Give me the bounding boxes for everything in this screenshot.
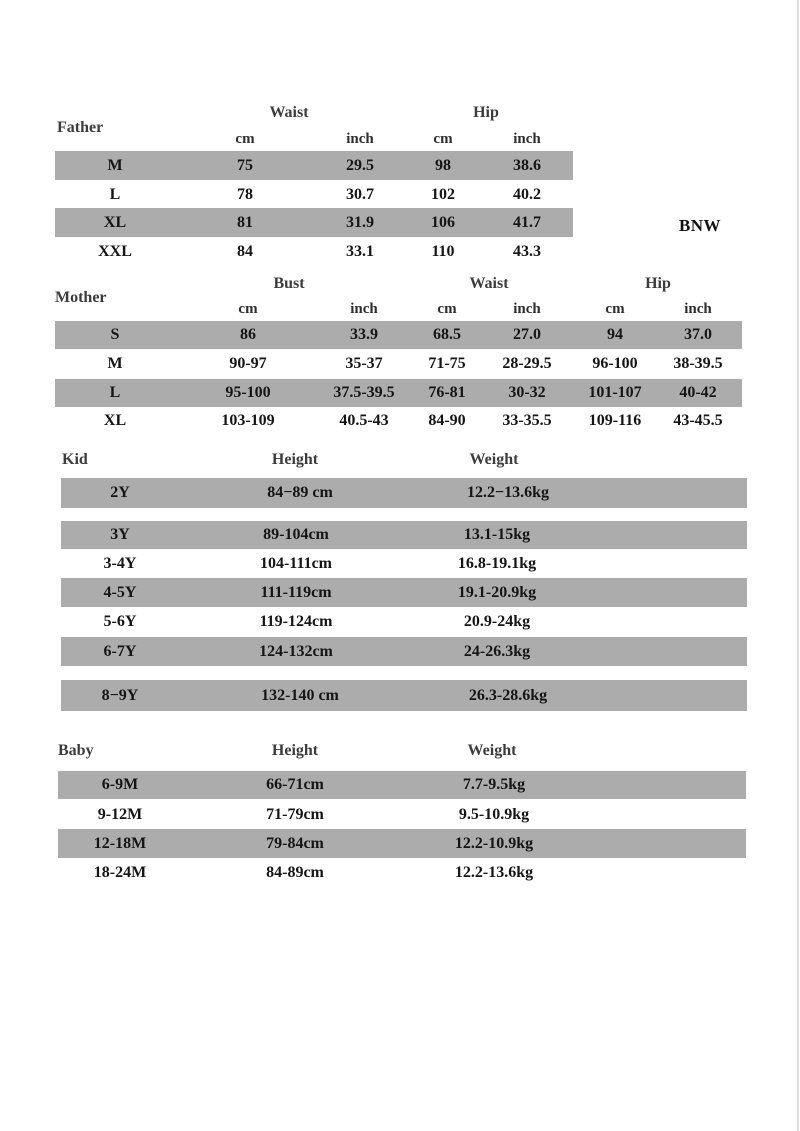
page-edge-line (797, 0, 799, 1131)
size-cell: M (107, 355, 123, 372)
value-cell: 38-39.5 (673, 355, 723, 372)
value-cell: 38.6 (513, 157, 541, 174)
unit-header-inch: inch (513, 301, 541, 317)
column-header-waist: Waist (469, 275, 509, 292)
value-cell: 84 (237, 243, 253, 260)
value-cell: 98 (435, 157, 451, 174)
unit-header-inch: inch (513, 131, 541, 147)
size-cell: XL (103, 412, 127, 429)
value-cell: 106 (431, 214, 455, 231)
value-cell: 40.5-43 (339, 412, 389, 429)
weight-cell: 12.2-13.6kg (454, 864, 534, 881)
table-row (58, 771, 746, 799)
value-cell: 76-81 (428, 384, 466, 401)
value-cell: 27.0 (513, 326, 541, 343)
value-cell: 78 (237, 186, 253, 203)
unit-header-inch: inch (350, 301, 378, 317)
table-row (55, 151, 573, 180)
column-header-bust: Bust (273, 275, 305, 292)
table-row (61, 637, 747, 666)
size-cell: 12-18M (93, 835, 147, 852)
weight-cell: 12.2−13.6kg (466, 484, 550, 501)
brand-text: BNW (678, 216, 722, 235)
value-cell: 86 (240, 326, 256, 343)
size-cell: L (109, 384, 121, 401)
value-cell: 33.9 (350, 326, 378, 343)
column-header-weight: Weight (467, 742, 517, 759)
size-cell: S (110, 326, 120, 343)
unit-header-cm: cm (238, 301, 258, 317)
size-cell: 5-6Y (103, 613, 137, 630)
table-row (55, 379, 742, 407)
section-label-kid: Kid (62, 451, 88, 468)
height-cell: 79-84cm (266, 835, 324, 852)
weight-cell: 7.7-9.5kg (462, 776, 526, 793)
table-row (58, 800, 746, 829)
size-cell: 18-24M (93, 864, 147, 881)
value-cell: 102 (431, 186, 455, 203)
value-cell: 31.9 (346, 214, 374, 231)
value-cell: 40.2 (513, 186, 541, 203)
column-header-height: Height (271, 742, 319, 759)
value-cell: 109-116 (588, 412, 642, 429)
table-row (61, 607, 747, 636)
table-row (61, 521, 747, 549)
weight-cell: 24-26.3kg (463, 643, 531, 660)
unit-header-cm: cm (437, 301, 457, 317)
size-cell: 3Y (110, 526, 130, 543)
value-cell: 33.1 (346, 243, 374, 260)
table-row (55, 321, 742, 349)
weight-cell: 20.9-24kg (463, 613, 531, 630)
value-cell: 30.7 (346, 186, 374, 203)
column-header-height: Height (271, 451, 319, 468)
value-cell: 103-109 (221, 412, 275, 429)
unit-header-inch: inch (346, 131, 374, 147)
table-row (61, 680, 747, 711)
value-cell: 101-107 (588, 384, 642, 401)
section-label-father: Father (57, 119, 104, 136)
unit-header-cm: cm (433, 131, 453, 147)
section-label-baby: Baby (58, 742, 94, 759)
size-cell: 3-4Y (103, 555, 137, 572)
unit-header-inch: inch (684, 301, 712, 317)
value-cell: 28-29.5 (502, 355, 552, 372)
table-row (61, 478, 747, 508)
table-row (61, 578, 747, 607)
value-cell: 37.5-39.5 (333, 384, 395, 401)
unit-header-cm: cm (235, 131, 255, 147)
weight-cell: 13.1-15kg (463, 526, 531, 543)
height-cell: 89-104cm (263, 526, 329, 543)
height-cell: 124-132cm (259, 643, 333, 660)
value-cell: 95-100 (225, 384, 271, 401)
weight-cell: 26.3-28.6kg (468, 687, 548, 704)
value-cell: 43-45.5 (673, 412, 723, 429)
value-cell: 40-42 (679, 384, 717, 401)
size-cell: 6-7Y (103, 643, 137, 660)
column-header-weight: Weight (469, 451, 519, 468)
value-cell: 68.5 (433, 326, 461, 343)
value-cell: 96-100 (592, 355, 638, 372)
size-cell: 6-9M (101, 776, 139, 793)
value-cell: 75 (237, 157, 253, 174)
size-cell: 9-12M (97, 806, 143, 823)
value-cell: 81 (237, 214, 253, 231)
weight-cell: 12.2-10.9kg (454, 835, 534, 852)
value-cell: 84-90 (428, 412, 466, 429)
value-cell: 29.5 (346, 157, 374, 174)
height-cell: 111-119cm (260, 584, 332, 601)
height-cell: 104-111cm (260, 555, 332, 572)
section-label-mother: Mother (55, 289, 107, 306)
value-cell: 30-32 (508, 384, 546, 401)
height-cell: 66-71cm (266, 776, 324, 793)
value-cell: 35-37 (345, 355, 383, 372)
size-cell: M (107, 157, 123, 174)
table-row (55, 180, 573, 209)
table-row (58, 858, 746, 887)
table-row (55, 407, 742, 435)
weight-cell: 19.1-20.9kg (457, 584, 537, 601)
size-cell: 8−9Y (101, 687, 139, 704)
weight-cell: 16.8-19.1kg (457, 555, 537, 572)
size-cell: 4-5Y (103, 584, 137, 601)
table-row (55, 237, 573, 266)
value-cell: 33-35.5 (502, 412, 552, 429)
height-cell: 71-79cm (266, 806, 324, 823)
value-cell: 90-97 (229, 355, 267, 372)
size-cell: L (109, 186, 121, 203)
size-cell: XL (103, 214, 127, 231)
height-cell: 84−89 cm (267, 484, 333, 501)
value-cell: 37.0 (684, 326, 712, 343)
value-cell: 41.7 (513, 214, 541, 231)
size-cell: XXL (98, 243, 132, 260)
height-cell: 132-140 cm (261, 687, 339, 704)
height-cell: 84-89cm (266, 864, 324, 881)
value-cell: 71-75 (428, 355, 466, 372)
value-cell: 94 (607, 326, 623, 343)
column-header-hip: Hip (645, 275, 671, 292)
value-cell: 110 (431, 243, 455, 260)
size-cell: 2Y (110, 484, 130, 501)
column-header-waist: Waist (269, 104, 309, 121)
table-row (58, 829, 746, 858)
table-row (55, 208, 573, 237)
height-cell: 119-124cm (259, 613, 333, 630)
column-header-hip: Hip (473, 104, 499, 121)
unit-header-cm: cm (605, 301, 625, 317)
table-row (55, 350, 742, 378)
table-row (61, 549, 747, 578)
weight-cell: 9.5-10.9kg (458, 806, 530, 823)
value-cell: 43.3 (513, 243, 541, 260)
